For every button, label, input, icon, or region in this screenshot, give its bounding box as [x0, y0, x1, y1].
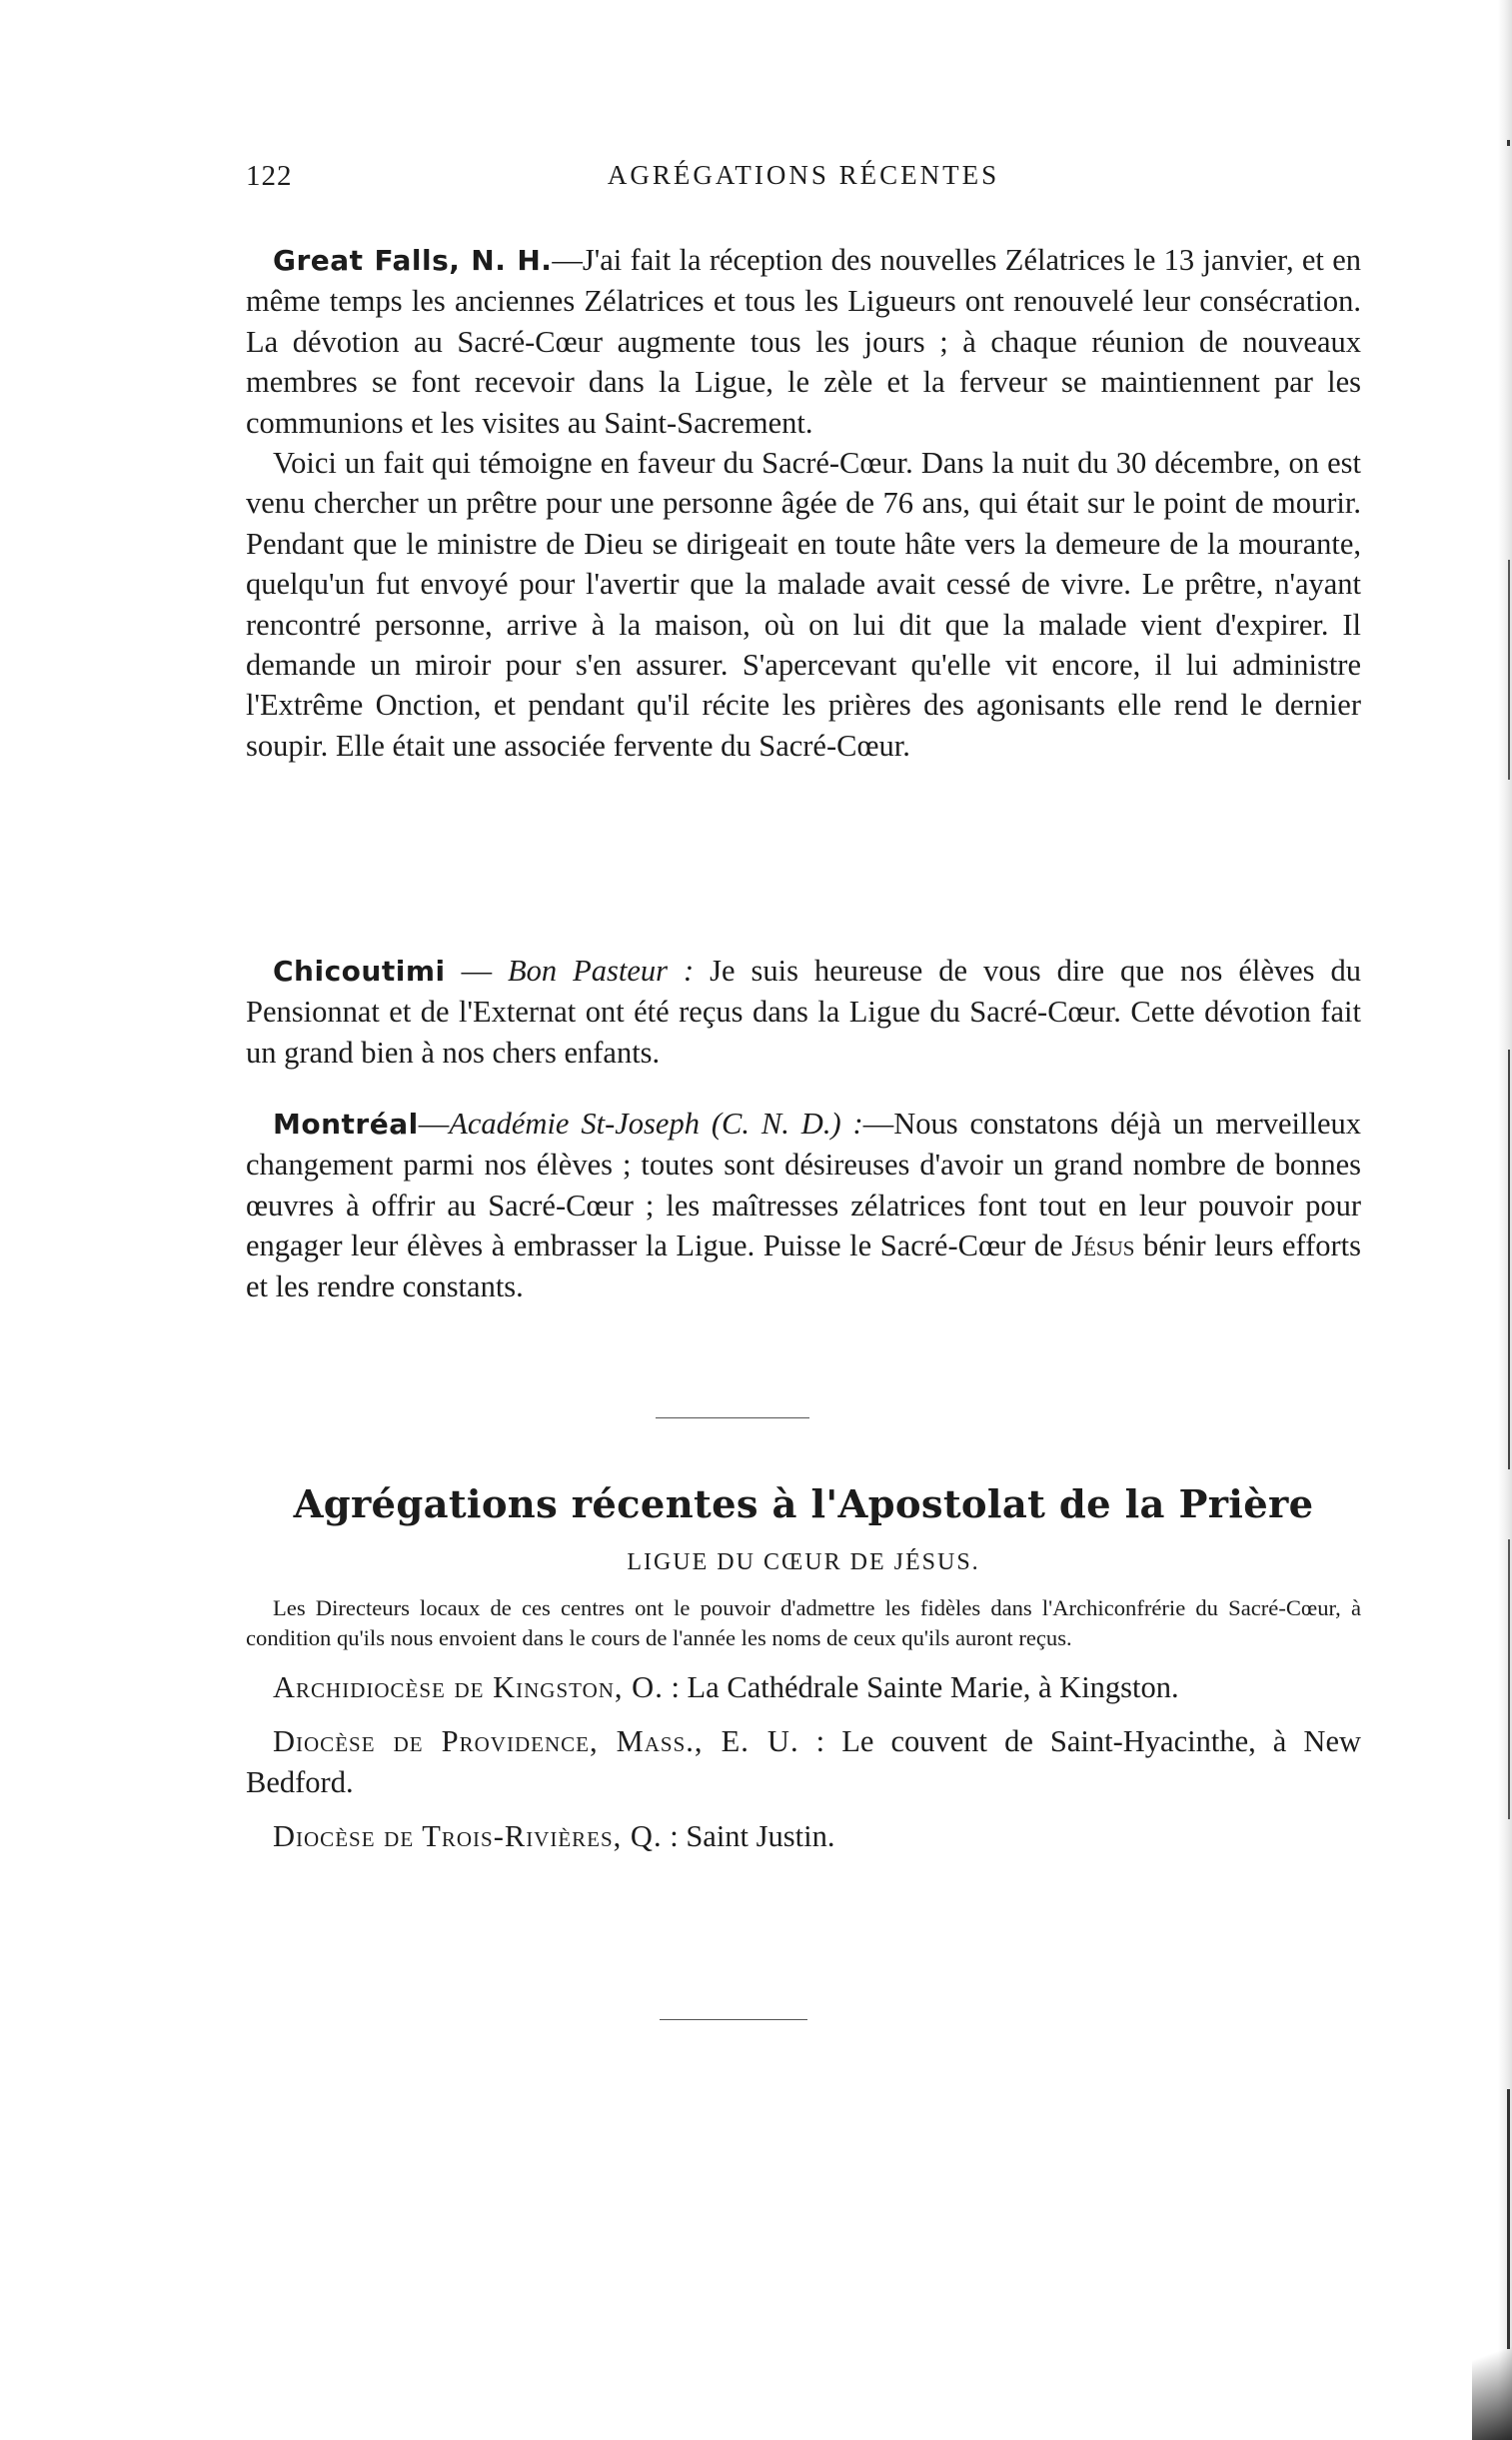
montreal-sep: — — [418, 1107, 450, 1141]
scan-mark — [1508, 1050, 1510, 1469]
chicoutimi-text: Je suis heureuse de vous dire que nos élèves du Pensionnat et de l'Externat ont été reçus dans la Ligue du Sacré-Cœur. Cette dévotion fait un grand bien à nos chers enfants. — [246, 954, 1362, 1070]
running-head — [246, 160, 1361, 200]
chicoutimi-sep: — — [445, 954, 509, 988]
chicoutimi-paragraph — [246, 951, 1361, 1073]
montreal-paragraph — [246, 1104, 1361, 1306]
montreal-jesus: Jésus — [1071, 1228, 1135, 1263]
running-title: AGRÉGATIONS RÉCENTES — [607, 160, 1000, 190]
scan-mark — [1507, 2089, 1510, 2349]
section-montreal — [246, 1104, 1361, 1306]
entry-kingston — [246, 1667, 1361, 1707]
place-name-montreal: Montréal — [273, 1108, 419, 1141]
place-name-great-falls: Great Falls, N. H. — [273, 244, 553, 277]
section-apostolat — [246, 1479, 1361, 1857]
entry-label: Archidiocèse de Kingston, O. — [273, 1670, 664, 1704]
entry-providence — [246, 1721, 1361, 1802]
entry-text: : Saint Justin. — [662, 1819, 835, 1854]
entry-label: Diocèse de Trois-Rivières, Q. — [273, 1819, 663, 1854]
page-corner-fray — [1472, 2320, 1512, 2440]
scan-mark — [1508, 560, 1510, 780]
section-great-falls — [246, 240, 1361, 766]
great-falls-paragraph-1 — [246, 240, 1361, 443]
entry-label: Diocèse de Providence, Mass., E. U. — [273, 1724, 799, 1759]
great-falls-paragraph-2: Voici un fait qui témoigne en faveur du Sacré-Cœur. Dans la nuit du 30 décembre, on est venu chercher un prêtre pour une personne âgée de 76 ans, qui était sur le point de mourir. Pendant que le ministre de Dieu se dirigeait en toute hâte vers la demeure de la mourante, quelqu'un fut envoyé pour l'avertir que la malade avait cessé de vivre. Le prêtre, n'ayant rencontré personne, arrive à la maison, où on lui dit que la malade vient d'expirer. Il demande un miroir pour s'en assurer. S'apercevant qu'elle vit encore, il lui administre l'Extrême Onction, et pendant qu'il récite les prières des agonisants elle rend le dernier soupir. Elle était une associée fervente du Sacré-Cœur. — [246, 446, 1361, 763]
montreal-text-2: bénir leurs efforts et les rendre constants. — [246, 1228, 1361, 1303]
section-divider-rule — [656, 1417, 809, 1418]
section-title: Agrégations récentes à l'Apostolat de la Prière — [293, 1482, 1314, 1527]
end-divider-rule — [660, 2019, 807, 2020]
entry-text: : Le couvent de Saint-Hyacinthe, à New Bedford. — [246, 1724, 1362, 1799]
institution-bon-pasteur: Bon Pasteur : — [508, 954, 695, 988]
entry-trois-rivieres — [246, 1816, 1361, 1856]
directors-note: Les Directeurs locaux de ces centres ont le pouvoir d'admettre les fidèles dans l'Archiconfrérie du Sacré-Cœur, à condition qu'ils nous envoient dans le cours de l'année les noms de ceux qu'ils auront reçus. — [246, 1595, 1361, 1650]
scan-mark — [1507, 140, 1510, 146]
scan-mark — [1508, 1539, 1510, 1819]
section-chicoutimi — [246, 951, 1361, 1073]
place-name-chicoutimi: Chicoutimi — [273, 955, 446, 988]
montreal-text-1: —Nous constatons déjà un merveilleux changement parmi nos élèves ; toutes sont désireuses d'avoir un grand nombre de bonnes œuvres à offrir au Sacré-Cœur ; les maîtresses zélatrices font tout en leur pouvoir pour engager leur élèves à embrasser la Ligue. Puisse le Sacré-Cœur de — [246, 1107, 1361, 1263]
section-subtitle: LIGUE DU CŒUR DE JÉSUS. — [627, 1549, 980, 1575]
institution-academie: Académie St-Joseph (C. N. D.) : — [449, 1107, 863, 1141]
page-number: 122 — [246, 160, 293, 192]
great-falls-text-1: —J'ai fait la réception des nouvelles Zélatrices le 13 janvier, et en même temps les anciennes Zélatrices et tous les Ligueurs ont renouvelé leur consécration. La dévotion au Sacré-Cœur augmente tous les jours ; à chaque réunion de nouveaux membres se font recevoir dans la Ligue, le zèle et la ferveur se maintiennent par les communions et les visites au Saint-Sacrement. — [246, 243, 1361, 440]
entry-text: : La Cathédrale Sainte Marie, à Kingston. — [663, 1670, 1179, 1704]
